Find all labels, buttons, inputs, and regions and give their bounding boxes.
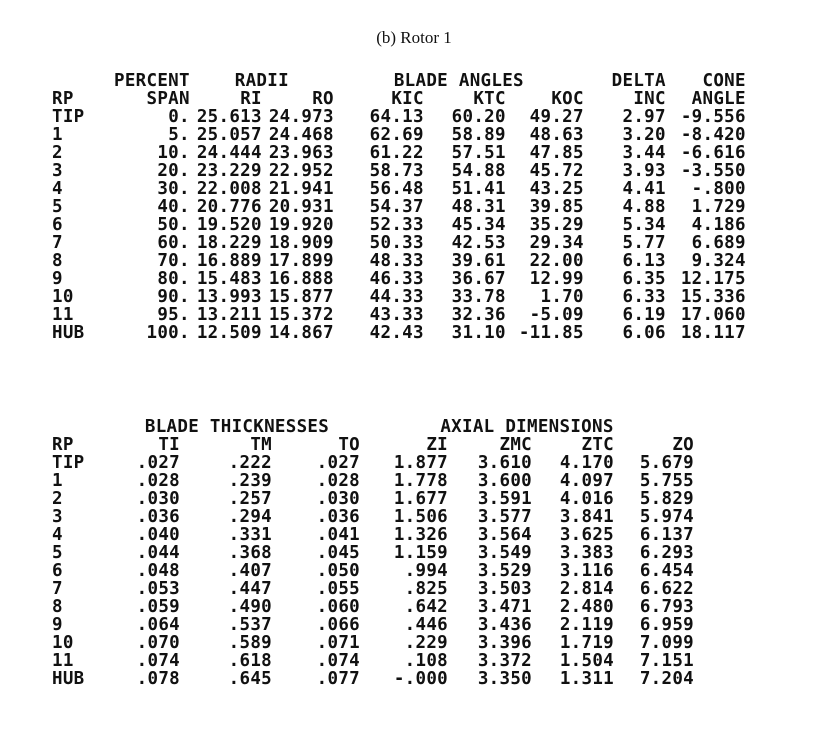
table-cell: 20.931 bbox=[268, 197, 334, 217]
table-cell: .257 bbox=[228, 489, 272, 509]
table-cell: 50. bbox=[157, 215, 190, 235]
table-cell: .368 bbox=[228, 543, 272, 563]
table-cell: 3.116 bbox=[559, 561, 614, 581]
table-cell: 13.993 bbox=[196, 287, 262, 307]
table-cell: .994 bbox=[404, 561, 448, 581]
table-row bbox=[52, 580, 694, 598]
column-header: TI bbox=[158, 435, 180, 455]
row-label: 4 bbox=[52, 525, 63, 545]
table-cell: 12.175 bbox=[680, 269, 746, 289]
table-cell: -3.550 bbox=[680, 161, 746, 181]
table-cell: 5.34 bbox=[622, 215, 666, 235]
table-row bbox=[52, 454, 694, 472]
table-cell: 1.877 bbox=[393, 453, 448, 473]
table-cell: 20. bbox=[157, 161, 190, 181]
table-cell: 50.33 bbox=[369, 233, 424, 253]
table-cell: 1.719 bbox=[559, 633, 614, 653]
table-cell: 35.29 bbox=[529, 215, 584, 235]
row-label: 5 bbox=[52, 543, 63, 563]
table-cell: .108 bbox=[404, 651, 448, 671]
table-row bbox=[52, 162, 746, 180]
table-cell: 64.13 bbox=[369, 107, 424, 127]
row-label: 9 bbox=[52, 269, 63, 289]
table-cell: -8.420 bbox=[680, 125, 746, 145]
table-cell: 1.504 bbox=[559, 651, 614, 671]
rotor-geometry-table bbox=[52, 72, 746, 342]
table-cell: .036 bbox=[316, 507, 360, 527]
column-header-row bbox=[52, 90, 746, 108]
table-cell: -6.616 bbox=[680, 143, 746, 163]
table-cell: 31.10 bbox=[451, 323, 506, 343]
row-label: 10 bbox=[52, 287, 74, 307]
table-cell: 6.689 bbox=[691, 233, 746, 253]
table-cell: 12.99 bbox=[529, 269, 584, 289]
table-cell: 3.841 bbox=[559, 507, 614, 527]
table-cell: 19.920 bbox=[268, 215, 334, 235]
table-cell: 2.814 bbox=[559, 579, 614, 599]
table-row bbox=[52, 544, 694, 562]
table-cell: .066 bbox=[316, 615, 360, 635]
table-cell: .070 bbox=[136, 633, 180, 653]
table-cell: .446 bbox=[404, 615, 448, 635]
table-cell: 5.77 bbox=[622, 233, 666, 253]
table-cell: .036 bbox=[136, 507, 180, 527]
table-cell: 3.396 bbox=[477, 633, 532, 653]
table-row bbox=[52, 126, 746, 144]
table-cell: 3.577 bbox=[477, 507, 532, 527]
table-cell: 14.867 bbox=[268, 323, 334, 343]
row-label: 2 bbox=[52, 489, 63, 509]
table-cell: 58.73 bbox=[369, 161, 424, 181]
table-cell: 3.372 bbox=[477, 651, 532, 671]
table-cell: 6.622 bbox=[639, 579, 694, 599]
table-row bbox=[52, 180, 746, 198]
table-cell: 56.48 bbox=[369, 179, 424, 199]
table-cell: .048 bbox=[136, 561, 180, 581]
table-cell: .059 bbox=[136, 597, 180, 617]
table-cell: .044 bbox=[136, 543, 180, 563]
table-cell: 3.383 bbox=[559, 543, 614, 563]
row-label: 7 bbox=[52, 233, 63, 253]
column-header: ZTC bbox=[581, 435, 614, 455]
radii-group-header: RADII bbox=[234, 71, 289, 91]
table-cell: 6.454 bbox=[639, 561, 694, 581]
column-header: ZO bbox=[672, 435, 694, 455]
table-cell: .618 bbox=[228, 651, 272, 671]
table-cell: 42.53 bbox=[451, 233, 506, 253]
table-cell: 16.889 bbox=[196, 251, 262, 271]
table-cell: 18.117 bbox=[680, 323, 746, 343]
table-cell: .490 bbox=[228, 597, 272, 617]
table-cell: 47.85 bbox=[529, 143, 584, 163]
table-cell: 44.33 bbox=[369, 287, 424, 307]
blade-thickness-axial-table bbox=[52, 418, 694, 688]
table-row bbox=[52, 252, 746, 270]
table-cell: 6.793 bbox=[639, 597, 694, 617]
table-row bbox=[52, 508, 694, 526]
table-cell: .537 bbox=[228, 615, 272, 635]
table-cell: .028 bbox=[136, 471, 180, 491]
table-cell: 45.34 bbox=[451, 215, 506, 235]
table-cell: 30. bbox=[157, 179, 190, 199]
table-cell: 52.33 bbox=[369, 215, 424, 235]
table-row bbox=[52, 234, 746, 252]
table-cell: 48.33 bbox=[369, 251, 424, 271]
table-cell: 4.186 bbox=[691, 215, 746, 235]
table-cell: 2.480 bbox=[559, 597, 614, 617]
table-cell: 15.483 bbox=[196, 269, 262, 289]
table-row bbox=[52, 670, 694, 688]
table-cell: .074 bbox=[136, 651, 180, 671]
table-cell: .645 bbox=[228, 669, 272, 689]
table-cell: .074 bbox=[316, 651, 360, 671]
table-cell: 6.959 bbox=[639, 615, 694, 635]
table-cell: 43.25 bbox=[529, 179, 584, 199]
table-cell: 4.097 bbox=[559, 471, 614, 491]
table-row bbox=[52, 634, 694, 652]
table-cell: .071 bbox=[316, 633, 360, 653]
table-cell: .331 bbox=[228, 525, 272, 545]
table-cell: .027 bbox=[316, 453, 360, 473]
column-header: KIC bbox=[391, 89, 424, 109]
column-header: RP bbox=[52, 89, 74, 109]
row-label: HUB bbox=[52, 669, 85, 689]
table-row bbox=[52, 526, 694, 544]
table-row bbox=[52, 270, 746, 288]
table-cell: 3.549 bbox=[477, 543, 532, 563]
table-row bbox=[52, 490, 694, 508]
table-cell: 22.00 bbox=[529, 251, 584, 271]
table-cell: .050 bbox=[316, 561, 360, 581]
table-row bbox=[52, 562, 694, 580]
table-cell: 61.22 bbox=[369, 143, 424, 163]
table-cell: 49.27 bbox=[529, 107, 584, 127]
table-cell: -11.85 bbox=[518, 323, 584, 343]
table-cell: 36.67 bbox=[451, 269, 506, 289]
table-cell: 6.33 bbox=[622, 287, 666, 307]
table-cell: 48.31 bbox=[451, 197, 506, 217]
table-cell: 6.293 bbox=[639, 543, 694, 563]
table-cell: 3.44 bbox=[622, 143, 666, 163]
table-cell: .078 bbox=[136, 669, 180, 689]
table-cell: 40. bbox=[157, 197, 190, 217]
column-header: KTC bbox=[473, 89, 506, 109]
table-cell: 60.20 bbox=[451, 107, 506, 127]
table-cell: 29.34 bbox=[529, 233, 584, 253]
table-caption: (b) Rotor 1 bbox=[376, 28, 452, 47]
table-cell: .825 bbox=[404, 579, 448, 599]
row-label: TIP bbox=[52, 453, 85, 473]
table-cell: 6.06 bbox=[622, 323, 666, 343]
table-cell: 46.33 bbox=[369, 269, 424, 289]
row-label: 7 bbox=[52, 579, 63, 599]
table-cell: 5.755 bbox=[639, 471, 694, 491]
table-cell: 48.63 bbox=[529, 125, 584, 145]
table-cell: 3.350 bbox=[477, 669, 532, 689]
table-cell: .055 bbox=[316, 579, 360, 599]
table-cell: 5. bbox=[168, 125, 190, 145]
column-header: ANGLE bbox=[691, 89, 746, 109]
cone-group-header: CONE bbox=[702, 71, 746, 91]
table-cell: 5.829 bbox=[639, 489, 694, 509]
table-cell: 6.35 bbox=[622, 269, 666, 289]
table-cell: 3.600 bbox=[477, 471, 532, 491]
table-cell: 17.899 bbox=[268, 251, 334, 271]
table-cell: 5.679 bbox=[639, 453, 694, 473]
table-cell: 3.471 bbox=[477, 597, 532, 617]
table-cell: 62.69 bbox=[369, 125, 424, 145]
table-cell: .222 bbox=[228, 453, 272, 473]
table-cell: 3.529 bbox=[477, 561, 532, 581]
table-row bbox=[52, 324, 746, 342]
table-cell: 95. bbox=[157, 305, 190, 325]
blade-thicknesses-group-header: BLADE THICKNESSES bbox=[144, 417, 330, 437]
table-cell: .028 bbox=[316, 471, 360, 491]
table-row bbox=[52, 306, 746, 324]
row-label: 1 bbox=[52, 125, 63, 145]
table-cell: 21.941 bbox=[268, 179, 334, 199]
table-cell: 43.33 bbox=[369, 305, 424, 325]
table-cell: 32.36 bbox=[451, 305, 506, 325]
table-cell: .045 bbox=[316, 543, 360, 563]
table-cell: 1.70 bbox=[540, 287, 584, 307]
column-header: RI bbox=[240, 89, 262, 109]
table-cell: 6.137 bbox=[639, 525, 694, 545]
row-label: 6 bbox=[52, 561, 63, 581]
table-cell: 1.311 bbox=[559, 669, 614, 689]
table-cell: 16.888 bbox=[268, 269, 334, 289]
table-cell: .060 bbox=[316, 597, 360, 617]
table-cell: 60. bbox=[157, 233, 190, 253]
percent-group-header: PERCENT bbox=[114, 71, 190, 91]
table-cell: 58.89 bbox=[451, 125, 506, 145]
table-row bbox=[52, 216, 746, 234]
table-cell: .294 bbox=[228, 507, 272, 527]
table-cell: 54.88 bbox=[451, 161, 506, 181]
table-cell: 54.37 bbox=[369, 197, 424, 217]
row-label: 3 bbox=[52, 161, 63, 181]
group-header-row bbox=[52, 72, 746, 90]
table-cell: 3.93 bbox=[622, 161, 666, 181]
table-cell: -5.09 bbox=[529, 305, 584, 325]
table-cell: 3.436 bbox=[477, 615, 532, 635]
table-cell: 15.372 bbox=[268, 305, 334, 325]
table-cell: .447 bbox=[228, 579, 272, 599]
column-header: RP bbox=[52, 435, 74, 455]
table-cell: .030 bbox=[316, 489, 360, 509]
table-cell: 25.057 bbox=[196, 125, 262, 145]
table-cell: 7.204 bbox=[639, 669, 694, 689]
column-header: RO bbox=[312, 89, 334, 109]
table-cell: 9.324 bbox=[691, 251, 746, 271]
table-cell: 6.19 bbox=[622, 305, 666, 325]
group-header-row bbox=[52, 418, 694, 436]
table-cell: 39.61 bbox=[451, 251, 506, 271]
table-cell: 24.468 bbox=[268, 125, 334, 145]
table-cell: 20.776 bbox=[196, 197, 262, 217]
table-cell: 10. bbox=[157, 143, 190, 163]
table-cell: 18.229 bbox=[196, 233, 262, 253]
table-cell: 15.877 bbox=[268, 287, 334, 307]
row-label: 2 bbox=[52, 143, 63, 163]
table-cell: 80. bbox=[157, 269, 190, 289]
table-cell: 1.778 bbox=[393, 471, 448, 491]
table-cell: 23.229 bbox=[196, 161, 262, 181]
table-cell: .041 bbox=[316, 525, 360, 545]
table-cell: 45.72 bbox=[529, 161, 584, 181]
table-cell: 18.909 bbox=[268, 233, 334, 253]
table-cell: 2.119 bbox=[559, 615, 614, 635]
row-label: TIP bbox=[52, 107, 85, 127]
column-header: ZI bbox=[426, 435, 448, 455]
table-cell: 42.43 bbox=[369, 323, 424, 343]
table-row bbox=[52, 598, 694, 616]
table-cell: 33.78 bbox=[451, 287, 506, 307]
table-cell: 19.520 bbox=[196, 215, 262, 235]
row-label: 11 bbox=[52, 651, 74, 671]
row-label: 10 bbox=[52, 633, 74, 653]
table-cell: 4.170 bbox=[559, 453, 614, 473]
table-cell: 7.099 bbox=[639, 633, 694, 653]
column-header-row bbox=[52, 436, 694, 454]
table-cell: -.000 bbox=[393, 669, 448, 689]
row-label: 8 bbox=[52, 597, 63, 617]
row-label: 8 bbox=[52, 251, 63, 271]
table-cell: 24.973 bbox=[268, 107, 334, 127]
table-cell: 51.41 bbox=[451, 179, 506, 199]
table-cell: .053 bbox=[136, 579, 180, 599]
table-cell: .407 bbox=[228, 561, 272, 581]
table-cell: -.800 bbox=[691, 179, 746, 199]
table-cell: -9.556 bbox=[680, 107, 746, 127]
row-label: 1 bbox=[52, 471, 63, 491]
column-header: SPAN bbox=[146, 89, 190, 109]
axial-dimensions-group-header: AXIAL DIMENSIONS bbox=[440, 417, 614, 437]
row-label: 3 bbox=[52, 507, 63, 527]
table-row bbox=[52, 472, 694, 490]
column-header: INC bbox=[633, 89, 666, 109]
table-row bbox=[52, 198, 746, 216]
table-cell: .589 bbox=[228, 633, 272, 653]
row-label: HUB bbox=[52, 323, 85, 343]
row-label: 6 bbox=[52, 215, 63, 235]
table-cell: 1.506 bbox=[393, 507, 448, 527]
column-header: TO bbox=[338, 435, 360, 455]
blade-angles-group-header: BLADE ANGLES bbox=[393, 71, 524, 91]
table-cell: 3.610 bbox=[477, 453, 532, 473]
table-cell: 22.008 bbox=[196, 179, 262, 199]
table-cell: 25.613 bbox=[196, 107, 262, 127]
table-cell: 7.151 bbox=[639, 651, 694, 671]
table-cell: .027 bbox=[136, 453, 180, 473]
table-cell: 4.41 bbox=[622, 179, 666, 199]
table-cell: 3.564 bbox=[477, 525, 532, 545]
table-cell: 70. bbox=[157, 251, 190, 271]
table-cell: .030 bbox=[136, 489, 180, 509]
table-cell: 5.974 bbox=[639, 507, 694, 527]
table-cell: 23.963 bbox=[268, 143, 334, 163]
table-cell: .040 bbox=[136, 525, 180, 545]
table-cell: 3.591 bbox=[477, 489, 532, 509]
table-row bbox=[52, 144, 746, 162]
table-cell: .064 bbox=[136, 615, 180, 635]
row-label: 11 bbox=[52, 305, 74, 325]
table-cell: 39.85 bbox=[529, 197, 584, 217]
table-cell: 3.20 bbox=[622, 125, 666, 145]
table-cell: .077 bbox=[316, 669, 360, 689]
table-row bbox=[52, 652, 694, 670]
table-cell: 6.13 bbox=[622, 251, 666, 271]
table-cell: 1.729 bbox=[691, 197, 746, 217]
table-cell: 1.677 bbox=[393, 489, 448, 509]
row-label: 9 bbox=[52, 615, 63, 635]
table-cell: 57.51 bbox=[451, 143, 506, 163]
table-cell: 3.625 bbox=[559, 525, 614, 545]
table-row bbox=[52, 616, 694, 634]
table-cell: 4.016 bbox=[559, 489, 614, 509]
table-cell: 90. bbox=[157, 287, 190, 307]
table-row bbox=[52, 108, 746, 126]
table-cell: 22.952 bbox=[268, 161, 334, 181]
row-label: 5 bbox=[52, 197, 63, 217]
table-cell: 1.326 bbox=[393, 525, 448, 545]
row-label: 4 bbox=[52, 179, 63, 199]
column-header: KOC bbox=[551, 89, 584, 109]
table-cell: .642 bbox=[404, 597, 448, 617]
table-cell: 1.159 bbox=[393, 543, 448, 563]
column-header: TM bbox=[250, 435, 272, 455]
column-header: ZMC bbox=[499, 435, 532, 455]
table-cell: 100. bbox=[146, 323, 190, 343]
table-cell: 12.509 bbox=[196, 323, 262, 343]
table-cell: .239 bbox=[228, 471, 272, 491]
table-cell: .229 bbox=[404, 633, 448, 653]
delta-group-header: DELTA bbox=[611, 71, 666, 91]
table-cell: 4.88 bbox=[622, 197, 666, 217]
table-cell: 2.97 bbox=[622, 107, 666, 127]
table-cell: 24.444 bbox=[196, 143, 262, 163]
table-row bbox=[52, 288, 746, 306]
table-cell: 15.336 bbox=[680, 287, 746, 307]
table-cell: 3.503 bbox=[477, 579, 532, 599]
table-cell: 17.060 bbox=[680, 305, 746, 325]
table-cell: 0. bbox=[168, 107, 190, 127]
table-cell: 13.211 bbox=[196, 305, 262, 325]
